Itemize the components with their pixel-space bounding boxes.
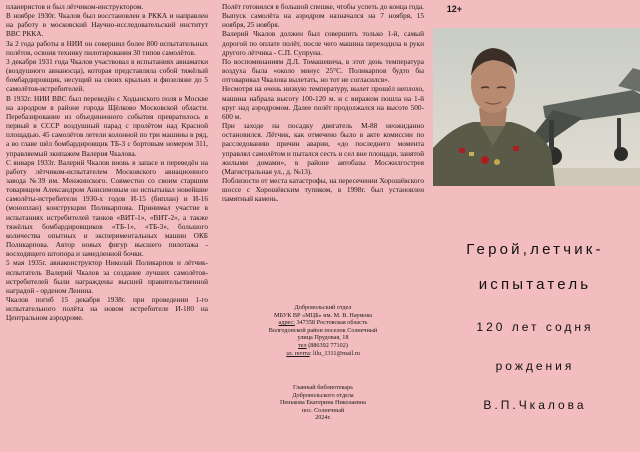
title-line-1: Герой,летчик- xyxy=(466,241,604,258)
subtitle-line-3: В.П.Чкалова xyxy=(483,398,587,412)
middle-text-column xyxy=(214,0,430,452)
subtitle-line-2: рождения xyxy=(495,359,575,373)
left-paragraph: Чкалов погиб 15 декабря 1938г. при проведении 1-го испытательного полёта на новом истребителе И-180 на Центральном аэродроме. xyxy=(6,295,210,323)
phone-value: (886392 77102) xyxy=(306,341,348,349)
signature-place: пос. Солнечный xyxy=(301,406,345,414)
middle-paragraph: Поблизости от места катастрофы, на пересечении Хорошёвского шоссе с Хорошёвским тупиком, в 1998г. был установлен памятный камень. xyxy=(222,175,426,204)
address-line-2: Волгодонской район поселок Солнечный xyxy=(268,326,378,334)
left-text-column xyxy=(0,0,214,452)
signature-department: Добровольского отдела xyxy=(292,391,354,399)
phone-line xyxy=(222,342,424,350)
address-line-3: улица Прудовая, 18 xyxy=(297,334,349,342)
signature-name: Пенькова Екатерина Николаевна xyxy=(279,399,367,407)
middle-paragraph: По воспоминаниям Д.Л. Томашевича, в этот день температура воздуха была «около минус 25°С. Поликарпов будто бы отговаривал Чкалова вылетать, но тот не согласился». xyxy=(222,56,426,85)
org-name: Добровольский отдел xyxy=(294,304,352,311)
address-label: адрес: xyxy=(278,319,295,327)
left-paragraph: 3 декабря 1931 года Чкалов участвовал в испытаниях авиаматки (воздушного авианосца), которая представляла собой тяжёлый бомбардировщик, несущий на своих крыльях и фюзеляже до 5 самолётов-истребителей. xyxy=(6,56,210,94)
chkalov-portrait-photo xyxy=(433,28,640,186)
signature-year: 2024г. xyxy=(315,414,331,422)
email-value[interactable]: : lilu_1311@mail.ru xyxy=(309,349,360,357)
phone-label: тел xyxy=(298,341,307,349)
subtitle-line-1: 120 лет содня xyxy=(476,320,594,334)
library-contacts xyxy=(222,304,424,357)
middle-paragraph: При заходе на посадку двигатель М-88 неожиданно остановился. Лётчик, как отмечено было в акте комиссии по расследованию причин аварии, «до последнего момента управлял самолётом и пытался сесть и сел вне площади, занятой жилыми домами», в районе автобазы Мосжилгострея (Магистральная ул., д. №13). xyxy=(222,121,426,176)
middle-paragraph: Несмотря на очень низкую температуру, вылет прошёл неплохо, машина набрала высоту 100-120 м. и с виражом пошла на 1-й круг над аэродромом. Далее полёт продолжался на высоте 500-600 м. xyxy=(222,84,426,121)
org-full-name: МБУК ВР «МЦБ» им. М. В. Наумова xyxy=(274,311,372,319)
email-line[interactable] xyxy=(222,350,424,358)
brochure-title xyxy=(430,232,640,302)
left-paragraph: С января 1933г. Валерий Чкалов вновь в запасе и переведён на работу лётчиком-испытателем Московского авиационного завода №39 им. Менжинского. Совместно со своим старшим товарищем Александром Анисимовым он испытывал новейшие самолёты-истребители 1930-х годов И-15 (биплан) и И-16 (моноплан) конструкции Поликарпова. Принимал участие в испытаниях истребителей танков «ВИТ-1», «ВИТ-2», а также тяжёлых бомбардировщиков «ТБ-1», «ТБ-3», большого количества опытных и экспериментальных машин ОКБ Поликарпова. Автор новых фигур высшего пилотажа - восходящего штопора и замедленной бочки. xyxy=(6,157,210,259)
left-paragraph: 5 мая 1935г. авиаконструктор Николай Поликарпов и лётчик-испытатель Валерий Чкалов за создание лучших самолётов-истребителей были награждены высшей правительственной наградой - орденом Ленина. xyxy=(6,258,210,295)
address-line xyxy=(222,319,424,327)
signature-position: Главный библиотекарь xyxy=(292,384,354,391)
brochure-subtitle xyxy=(430,308,640,425)
left-paragraph: За 2 года работы в НИИ он совершил более 800 испытательных полётов, освоив технику пилотирования 30 типов самолётов. xyxy=(6,38,210,57)
email-label: эл. почта xyxy=(286,349,310,357)
title-line-2: испытатель xyxy=(478,276,592,293)
portrait-illustration xyxy=(433,28,640,186)
left-paragraph: В 1932г. НИИ ВВС был переведён с Ходынского поля в Москве на аэродром в районе города Щёлково Московской области. Перебазирование из объединенного события превратилось в первый в СССР воздушный парад с пролётом над Красной площадью. 45 самолётов летели колонной по три машины в ряд, а во главе шёл бомбардировщик ТБ-3 с бортовым номером 311, управляемый экипажем Валерия Чкалова. xyxy=(6,93,210,158)
age-rating-badge: 12+ xyxy=(446,4,462,14)
left-paragraph: планеристов и был лётчиком-инструктором. xyxy=(6,2,144,11)
cover-column xyxy=(430,0,640,452)
compiler-signature xyxy=(222,384,424,422)
middle-paragraph: Валерий Чкалов должен был совершить только 1-й, самый дорогой по оплате полёт, после чего машина переходила в руки другого лётчика - С.П. Супруна. xyxy=(222,29,426,57)
left-paragraph: В ноябре 1930г. Чкалов был восстановлен в РККА и направлен на работу в московский Научно-исследовательский институт ВВС РККА. xyxy=(6,11,210,39)
middle-paragraph: Полёт готовился в большой спешке, чтобы успеть до конца года. Выпуск самолёта на аэродром назначался на 7 ноября, 15 ноября, 25 ноября. xyxy=(222,2,426,30)
address-value: 347358 Ростовская область xyxy=(294,319,368,327)
